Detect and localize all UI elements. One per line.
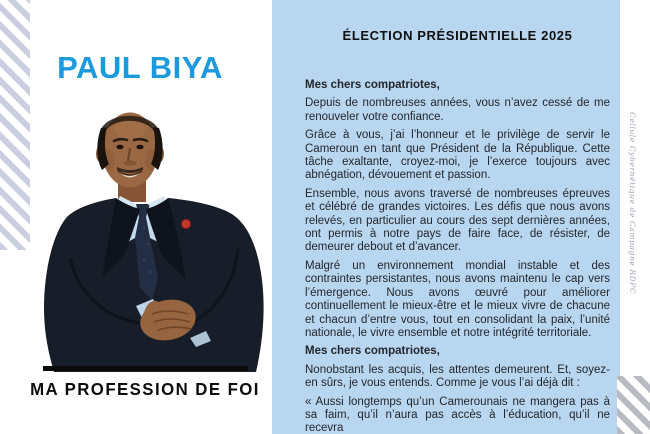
election-header: ÉLECTION PRÉSIDENTIELLE 2025 <box>342 28 573 43</box>
caption-block <box>0 366 290 400</box>
body-paragraph: Depuis de nombreuses années, vous n’avez cessé de me renouveler votre confiance. <box>305 97 610 123</box>
manifesto-panel <box>272 0 620 434</box>
left-panel <box>0 0 272 434</box>
campaign-credit-vertical: Cellule Cybernétique de Campagne RDPC <box>628 112 637 295</box>
body-paragraph: Malgré un environnement mondial instable et des contraintes persistantes, nous avons maintenu le cap vers l’émergence. Nous avons œuvré pour améliorer continuellement le mieux-être et le mieux vivre de chacune et chacun d’entre vous, tout en consolidant la paix, l’unité nationale, le vivre ensemble et notre intégrité territoriale. <box>305 259 610 339</box>
body-paragraph: Ensemble, nous avons traversé de nombreuses épreuves et célébré de grandes victoires. Les défis que nous avons relevés, en particulier au cours des sept dernières années, ont permis à notre pays de faire face, de résister, de demeurer debout et d’avancer. <box>305 187 610 254</box>
caption-divider <box>43 366 248 371</box>
body-paragraph: Grâce à vous, j’ai l’honneur et le privilège de servir le Cameroun en tant que Président de la République. Cette tâche exaltante, croyez-moi, je l’exerce toujours avec abnégation, dévouement et passion. <box>305 129 610 182</box>
diagonal-stripes-decoration-right <box>617 376 650 434</box>
manifesto-body <box>305 79 610 434</box>
caption-title: MA PROFESSION DE FOI <box>30 379 260 399</box>
candidate-name: PAUL BIYA <box>57 50 223 85</box>
paul-biya-photo <box>40 108 270 372</box>
body-paragraph: Mes chers compatriotes, <box>305 79 440 91</box>
body-paragraph: Mes chers compatriotes, <box>305 345 440 358</box>
body-paragraph: « Aussi longtemps qu’un Camerounais ne mangera pas à sa faim, qu’il n’aura pas accès à l’éducation, qu’il ne recevra <box>305 395 610 434</box>
body-paragraph: Nonobstant les acquis, les attentes demeurent. Et, soyez-en sûrs, je vous entends. Comme je vous l’ai déjà dit : <box>305 363 610 390</box>
